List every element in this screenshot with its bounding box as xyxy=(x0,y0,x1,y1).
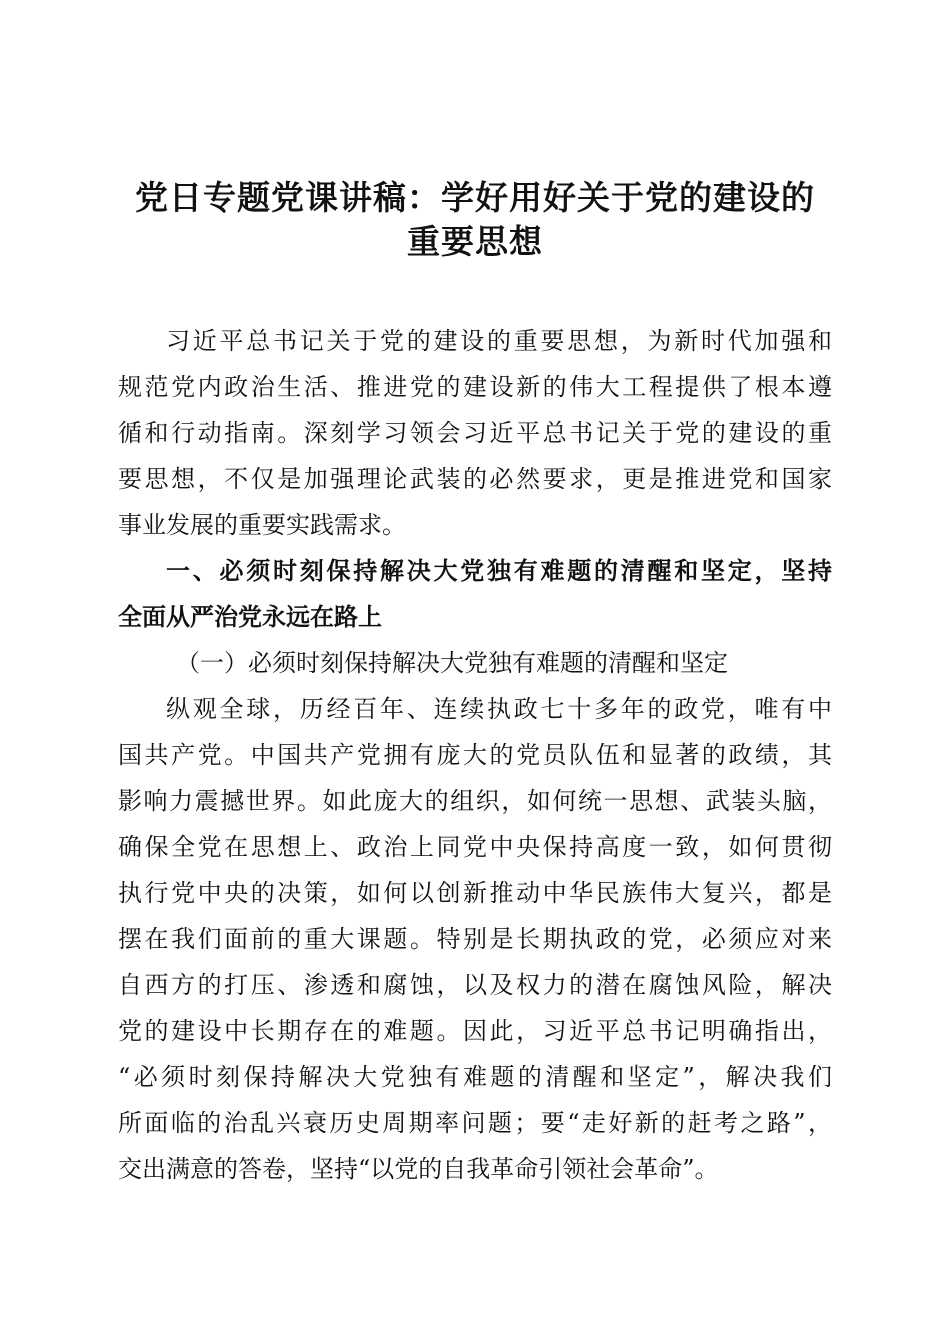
intro-line: 习近平总书记关于党的建设的重要思想，为新时代加强和 xyxy=(166,327,832,355)
para1-line: 纵观全球，历经百年、连续执政七十多年的政党，唯有中 xyxy=(166,695,832,723)
body-paragraph-1 xyxy=(118,686,832,1192)
para1-line: 所面临的治乱兴衰历史周期率问题；要“走好新的赶考之路”， xyxy=(118,1109,832,1137)
document-title xyxy=(100,176,850,264)
para1-line: 摆在我们面前的重大课题。特别是长期执政的党，必须应对来 xyxy=(118,925,832,953)
title-line: 重要思想 xyxy=(407,222,543,261)
heading1-line: 全面从严治党永远在路上 xyxy=(118,603,382,631)
intro-line: 规范党内政治生活、推进党的建设新的伟大工程提供了根本遵 xyxy=(118,373,832,401)
para1-line: 交出满意的答卷，坚持“以党的自我革命引领社会革命”。 xyxy=(118,1155,719,1183)
intro-line: 要思想，不仅是加强理论武装的必然要求，更是推进党和国家 xyxy=(118,465,832,493)
heading2-line: （一）必须时刻保持解决大党独有难题的清醒和坚定 xyxy=(176,649,728,677)
para1-line: 国共产党。中国共产党拥有庞大的党员队伍和显著的政绩，其 xyxy=(118,741,832,769)
para1-line: 执行党中央的决策，如何以创新推动中华民族伟大复兴，都是 xyxy=(118,879,832,907)
para1-line: 确保全党在思想上、政治上同党中央保持高度一致，如何贯彻 xyxy=(118,833,832,861)
section-heading-1 xyxy=(118,548,832,640)
heading1-line: 一、必须时刻保持解决大党独有难题的清醒和坚定，坚持 xyxy=(166,557,832,585)
intro-line: 循和行动指南。深刻学习领会习近平总书记关于党的建设的重 xyxy=(118,419,832,447)
para1-line: “必须时刻保持解决大党独有难题的清醒和坚定”，解决我们 xyxy=(118,1063,832,1091)
subsection-heading-1 xyxy=(118,640,832,686)
document-body xyxy=(118,318,832,1192)
title-line: 党日专题党课讲稿：学好用好关于党的建设的 xyxy=(135,178,815,217)
para1-line: 影响力震撼世界。如此庞大的组织，如何统一思想、武装头脑， xyxy=(118,787,832,815)
para1-line: 党的建设中长期存在的难题。因此，习近平总书记明确指出， xyxy=(118,1017,832,1045)
para1-line: 自西方的打压、渗透和腐蚀，以及权力的潜在腐蚀风险，解决 xyxy=(118,971,832,999)
intro-paragraph xyxy=(118,318,832,548)
intro-line: 事业发展的重要实践需求。 xyxy=(118,511,406,539)
